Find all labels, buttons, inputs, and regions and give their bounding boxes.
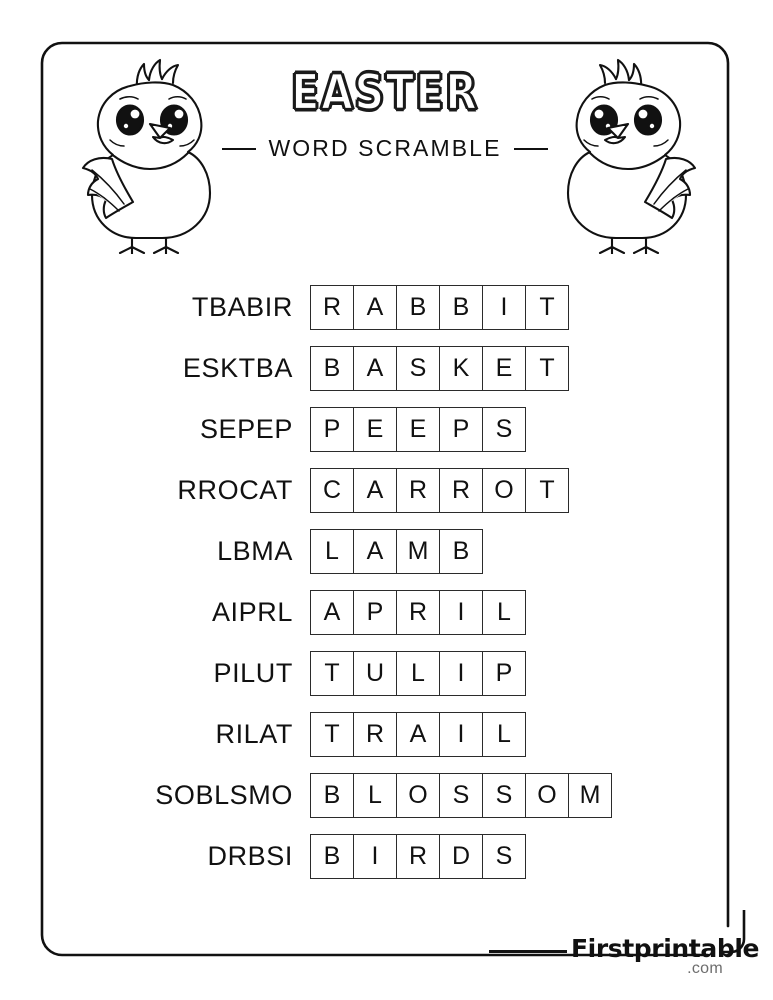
answer-letter-box[interactable]: E [353, 407, 397, 452]
answer-letter-box[interactable]: B [310, 346, 354, 391]
footer-logo [489, 922, 760, 982]
answer-letter-box[interactable]: T [525, 468, 569, 513]
scrambled-word: RROCAT [177, 475, 293, 505]
chick-illustration-left [74, 58, 224, 254]
answer-boxes [310, 712, 525, 757]
page-title: EASTER [291, 64, 479, 121]
scramble-row [42, 407, 728, 468]
scramble-row [42, 773, 728, 834]
scrambled-word: RILAT [215, 719, 293, 749]
curved-corner-swoosh-icon [719, 910, 749, 958]
scramble-row [42, 712, 728, 773]
answer-letter-box[interactable]: E [482, 346, 526, 391]
answer-boxes [310, 834, 525, 879]
answer-boxes [310, 590, 525, 635]
answer-letter-box[interactable]: I [353, 834, 397, 879]
scrambled-word: TBABIR [191, 292, 293, 322]
answer-letter-box[interactable]: A [310, 590, 354, 635]
answer-letter-box[interactable]: S [396, 346, 440, 391]
answer-letter-box[interactable]: R [353, 712, 397, 757]
scramble-row [42, 529, 728, 590]
horizontal-dash-icon-left [222, 148, 256, 150]
answer-letter-box[interactable]: B [439, 285, 483, 330]
answer-boxes [310, 529, 482, 574]
answer-letter-box[interactable]: T [525, 285, 569, 330]
answer-letter-box[interactable]: B [310, 773, 354, 818]
scrambled-word: SEPEP [199, 414, 293, 444]
answer-letter-box[interactable]: L [482, 590, 526, 635]
answer-letter-box[interactable]: B [439, 529, 483, 574]
scramble-row [42, 834, 728, 895]
answer-letter-box[interactable]: I [482, 285, 526, 330]
answer-letter-box[interactable]: D [439, 834, 483, 879]
subtitle-row [215, 135, 555, 162]
answer-letter-box[interactable]: A [353, 468, 397, 513]
answer-letter-box[interactable]: R [396, 468, 440, 513]
answer-letter-box[interactable]: P [310, 407, 354, 452]
horizontal-dash-icon-right [514, 148, 548, 150]
answer-letter-box[interactable]: A [353, 529, 397, 574]
answer-boxes [310, 773, 611, 818]
answer-boxes [310, 285, 568, 330]
answer-letter-box[interactable]: I [439, 712, 483, 757]
answer-letter-box[interactable]: S [439, 773, 483, 818]
answer-letter-box[interactable]: R [310, 285, 354, 330]
scramble-row [42, 590, 728, 651]
answer-letter-box[interactable]: U [353, 651, 397, 696]
answer-letter-box[interactable]: R [396, 590, 440, 635]
answer-letter-box[interactable]: K [439, 346, 483, 391]
scrambled-word: AIPRL [211, 597, 293, 627]
answer-letter-box[interactable]: I [439, 590, 483, 635]
answer-letter-box[interactable]: R [396, 834, 440, 879]
brand-name: Firstprintable [571, 934, 760, 963]
answer-letter-box[interactable]: L [353, 773, 397, 818]
scramble-row [42, 468, 728, 529]
answer-letter-box[interactable]: O [396, 773, 440, 818]
answer-letter-box[interactable]: L [396, 651, 440, 696]
answer-letter-box[interactable]: O [525, 773, 569, 818]
answer-letter-box[interactable]: R [439, 468, 483, 513]
answer-letter-box[interactable]: S [482, 834, 526, 879]
answer-letter-box[interactable]: M [396, 529, 440, 574]
scrambled-word: DRBSI [207, 841, 293, 871]
brand-tld: .com [687, 960, 723, 977]
answer-letter-box[interactable]: P [439, 407, 483, 452]
answer-letter-box[interactable]: T [525, 346, 569, 391]
worksheet-header [42, 50, 728, 260]
scramble-row [42, 346, 728, 407]
answer-letter-box[interactable]: T [310, 651, 354, 696]
chick-illustration-right [554, 58, 704, 254]
answer-letter-box[interactable]: A [353, 285, 397, 330]
scrambled-word: PILUT [213, 658, 293, 688]
answer-letter-box[interactable]: M [568, 773, 612, 818]
scramble-row [42, 285, 728, 346]
answer-letter-box[interactable]: S [482, 407, 526, 452]
scramble-row [42, 651, 728, 712]
scrambled-word: LBMA [217, 536, 293, 566]
answer-letter-box[interactable]: L [310, 529, 354, 574]
answer-letter-box[interactable]: A [396, 712, 440, 757]
answer-letter-box[interactable]: C [310, 468, 354, 513]
answer-letter-box[interactable]: S [482, 773, 526, 818]
page-subtitle: WORD SCRAMBLE [268, 135, 502, 161]
word-scramble-list [42, 285, 728, 895]
answer-letter-box[interactable]: B [310, 834, 354, 879]
scrambled-word: SOBLSMO [155, 780, 293, 810]
answer-letter-box[interactable]: A [353, 346, 397, 391]
answer-letter-box[interactable]: T [310, 712, 354, 757]
answer-letter-box[interactable]: P [353, 590, 397, 635]
answer-boxes [310, 468, 568, 513]
answer-boxes [310, 651, 525, 696]
answer-letter-box[interactable]: L [482, 712, 526, 757]
answer-letter-box[interactable]: E [396, 407, 440, 452]
answer-boxes [310, 346, 568, 391]
answer-boxes [310, 407, 525, 452]
answer-letter-box[interactable]: I [439, 651, 483, 696]
answer-letter-box[interactable]: B [396, 285, 440, 330]
scrambled-word: ESKTBA [182, 353, 293, 383]
horizontal-rule-icon [489, 950, 567, 953]
answer-letter-box[interactable]: P [482, 651, 526, 696]
answer-letter-box[interactable]: O [482, 468, 526, 513]
title-block [215, 64, 555, 162]
